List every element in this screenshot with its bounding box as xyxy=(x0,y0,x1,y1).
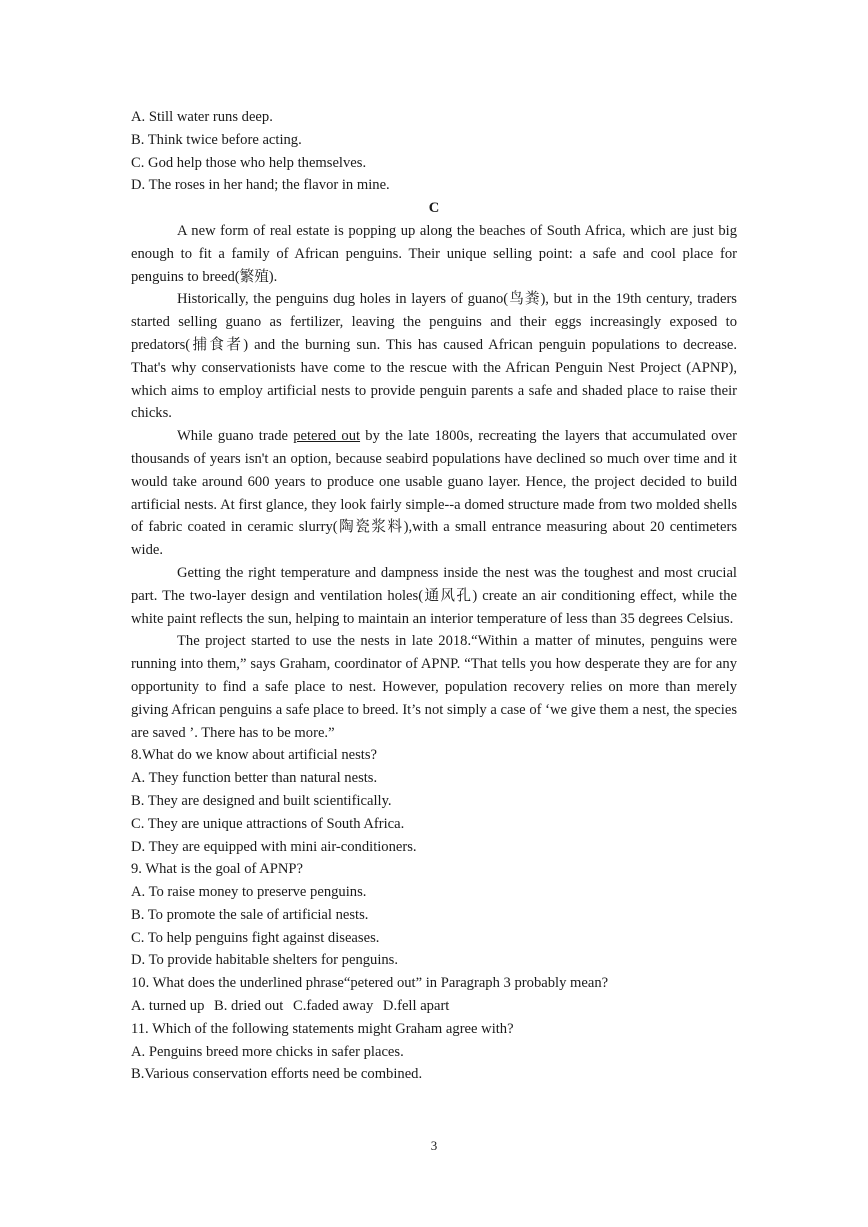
passage xyxy=(131,220,737,744)
paragraph-5: The project started to use the nests in late 2018.“Within a matter of minutes, penguins were running into them,” says Graham, coordinator of APNP. “That tells you how desperate they are for any opportunity to find a safe place to nest. However, population recovery relies on more than merely giving African penguins a safe place to breed. It’s not simply a case of ‘we give them a nest, the species are saved ’. There has to be more.” xyxy=(131,633,737,741)
paragraph-3 xyxy=(131,425,737,562)
question-stem: 11. Which of the following statements might Graham agree with? xyxy=(131,1020,514,1037)
question-option: A. Penguins breed more chicks in safer places. xyxy=(131,1043,404,1060)
question-option: B. dried out xyxy=(214,998,284,1015)
paragraph-3-start: While guano trade xyxy=(177,428,294,445)
question-option: D.fell apart xyxy=(382,998,450,1015)
question-option: B.Various conservation efforts need be combined. xyxy=(131,1066,423,1083)
question-8 xyxy=(131,744,737,858)
question-option: A. turned up xyxy=(131,998,205,1015)
question-option: C. To help penguins fight against diseases. xyxy=(131,929,380,946)
question-option: C.faded away xyxy=(293,998,374,1015)
option-d: D. The roses in her hand; the flavor in mine. xyxy=(131,177,390,194)
question-stem: 8.What do we know about artificial nests? xyxy=(131,747,377,764)
option-c: C. God help those who help themselves. xyxy=(131,154,367,171)
question-option: D. To provide habitable shelters for penguins. xyxy=(131,952,399,969)
question-option: B. To promote the sale of artificial nests. xyxy=(131,906,369,923)
question-option: A. They function better than natural nests. xyxy=(131,770,378,787)
document-page xyxy=(131,106,737,1086)
question-option: D. They are equipped with mini air-conditioners. xyxy=(131,838,417,855)
option-b: B. Think twice before acting. xyxy=(131,131,302,148)
question-option: C. They are unique attractions of South Africa. xyxy=(131,815,405,832)
option-a: A. Still water runs deep. xyxy=(131,109,273,125)
page-number: 3 xyxy=(430,1138,438,1153)
question-stem: 9. What is the goal of APNP? xyxy=(131,861,304,878)
previous-question-options xyxy=(131,106,737,197)
question-9 xyxy=(131,858,737,972)
section-heading: C xyxy=(428,200,440,217)
question-options-inline xyxy=(131,995,737,1018)
underlined-phrase: petered out xyxy=(293,428,361,445)
paragraph-2: Historically, the penguins dug holes in layers of guano(鸟粪), but in the 19th century, traders started selling guano as fertilizer, leaving the penguins and their eggs increasingly exposed to predators(捕食者) and the burning sun. This has caused African penguin populations to decrease. That's why conservationists have come to the rescue with the African Penguin Nest Project (APNP), which aims to employ artificial nests to provide penguin parents a safe and shaded place to raise their chicks. xyxy=(131,291,737,422)
question-11 xyxy=(131,1018,737,1086)
paragraph-4: Getting the right temperature and dampness inside the nest was the toughest and most crucial part. The two-layer design and ventilation holes(通风孔) create an air conditioning effect, while the white paint reflects the sun, helping to maintain an interior temperature of less than 35 degrees Celsius. xyxy=(131,564,737,627)
question-option: B. They are designed and built scientifically. xyxy=(131,792,392,809)
question-10 xyxy=(131,972,737,1018)
paragraph-1: A new form of real estate is popping up along the beaches of South Africa, which are just big enough to fit a family of African penguins. Their unique selling point: a safe and cool place for penguins to breed(繁殖). xyxy=(131,222,737,285)
question-option: A. To raise money to preserve penguins. xyxy=(131,884,367,901)
paragraph-3-rest: by the late 1800s, recreating the layers that accumulated over thousands of years isn't an option, because seabird populations have declined so much over time and it would take around 600 years to produce one usable guano layer. Hence, the project decided to build artificial nests. At first glance, they look fairly simple--a domed structure made from two molded shells of fabric coated in ceramic slurry(陶瓷浆料),with a small entrance measuring about 20 centimeters wide. xyxy=(131,428,737,559)
question-stem: 10. What does the underlined phrase“petered out” in Paragraph 3 probably mean? xyxy=(131,975,609,992)
